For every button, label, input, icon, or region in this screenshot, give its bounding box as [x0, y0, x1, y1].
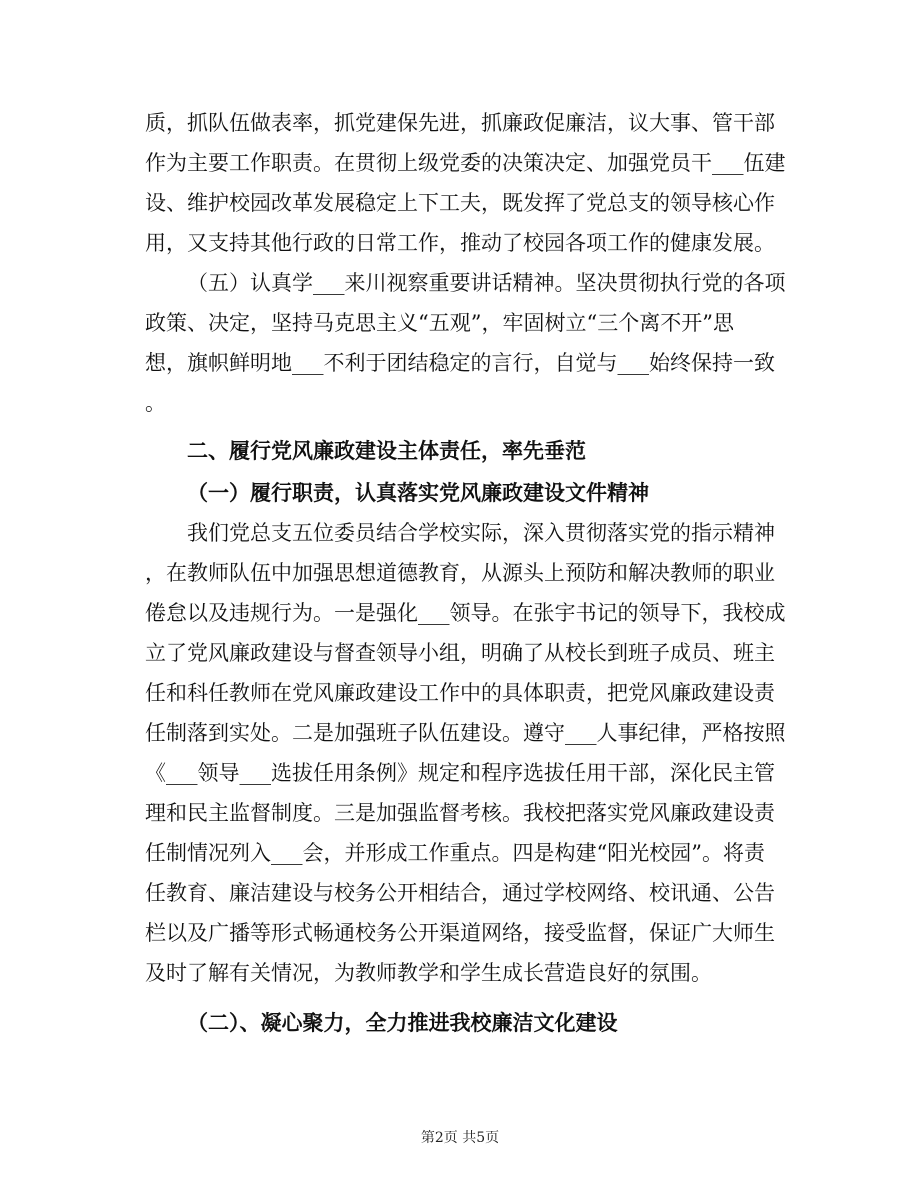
paragraph-line: 及时了解有关情况，为教师教学和学生成长营造良好的氛围。	[145, 961, 712, 985]
paragraph-line: 设、维护校园改革发展稳定上下工夫，既发挥了党总支的领导核心作	[145, 191, 775, 215]
subsection-heading: （二）、凝心聚力，全力推进我校廉洁文化建设	[187, 1011, 618, 1035]
paragraph-line: 理和民主监督制度。三是加强监督考核。我校把落实党风廉政建设责	[145, 801, 775, 825]
paragraph-line: 用，又支持其他行政的日常工作，推动了校园各项工作的健康发展。	[145, 231, 775, 255]
paragraph-line: 倦怠以及违规行为。一是强化___领导。在张宇书记的领导下，我校成	[145, 601, 786, 625]
paragraph-line: 我们党总支五位委员结合学校实际，深入贯彻落实党的指示精神	[187, 521, 775, 545]
paragraph-line: 政策、决定，坚持马克思主义“五观”，牢固树立“三个离不开”思	[145, 311, 734, 335]
paragraph-line: 任教育、廉洁建设与校务公开相结合，通过学校网络、校讯通、公告	[145, 881, 775, 905]
paragraph-line: 栏以及广播等形式畅通校务公开渠道网络，接受监督，保证广大师生	[145, 921, 775, 945]
paragraph-line: 想，旗帜鲜明地___不利于团结稳定的言行，自觉与___始终保持一致	[145, 351, 775, 375]
paragraph-line: 立了党风廉政建设与督查领导小组，明确了从校长到班子成员、班主	[145, 641, 775, 665]
paragraph-line: 作为主要工作职责。在贯彻上级党委的决策决定、加强党员干___伍建	[145, 151, 786, 175]
paragraph-line: 任制落到实处。二是加强班子队伍建设。遵守___人事纪律，严格按照	[145, 721, 786, 745]
page-number-footer: 第2页 共5页	[420, 1130, 500, 1146]
paragraph-line: 质，抓队伍做表率，抓党建保先进，抓廉政促廉洁，议大事、管干部	[145, 111, 775, 135]
paragraph-line: 。	[145, 391, 166, 415]
paragraph-line: 任和科任教师在党风廉政建设工作中的具体职责，把党风廉政建设责	[145, 681, 775, 705]
paragraph-line: 任制情况列入___会，并形成工作重点。四是构建“阳光校园”。将责	[145, 841, 765, 865]
section-heading: 二、履行党风廉政建设主体责任，率先垂范	[187, 439, 586, 463]
paragraph-line: （五）认真学___来川视察重要讲话精神。坚决贯彻执行党的各项	[187, 271, 786, 295]
paragraph-line: 《___领导___选拔任用条例》规定和程序选拔任用干部，深化民主管	[145, 761, 775, 785]
subsection-heading: （一）履行职责，认真落实党风廉政建设文件精神	[187, 481, 649, 505]
paragraph-line: ，在教师队伍中加强思想道德教育，从源头上预防和解决教师的职业	[145, 561, 775, 585]
